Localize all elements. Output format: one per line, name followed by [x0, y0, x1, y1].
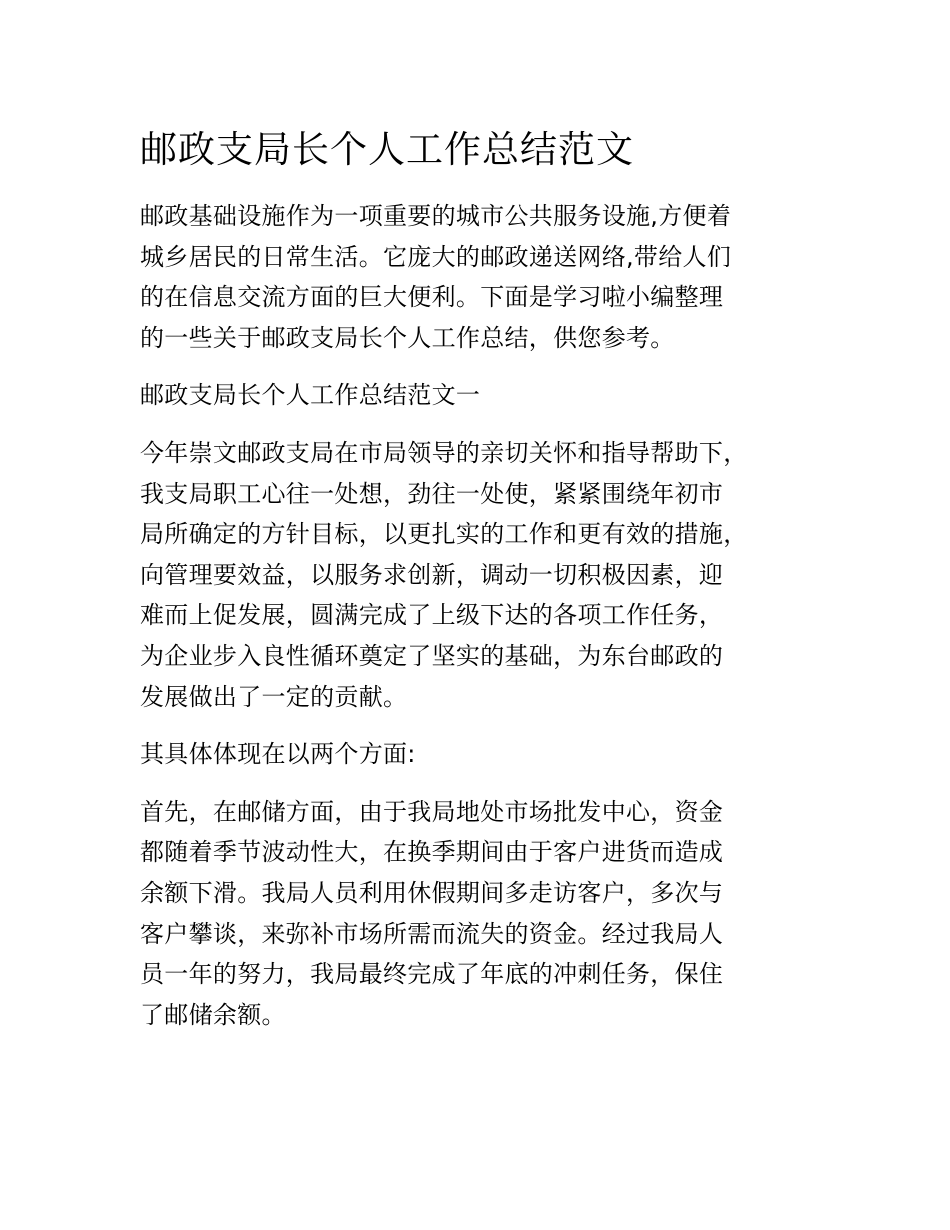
text-line: 余额下滑。我局人员利用休假期间多走访客户，多次与: [140, 878, 724, 907]
text-line: 首先，在邮储方面，由于我局地处市场批发中心，资金: [140, 797, 724, 826]
text-line: 其具体体现在以两个方面:: [140, 740, 416, 769]
section-heading: [140, 375, 820, 416]
text-line: 向管理要效益，以服务求创新，调动一切积极因素，迎: [140, 560, 724, 589]
text-line: 的一些关于邮政支局长个人工作总结，供您参考。: [140, 323, 675, 352]
text-line: 邮政支局长个人工作总结范文一: [140, 381, 481, 410]
text-line: 我支局职工心往一处想，劲往一处使，紧紧围绕年初市: [140, 479, 724, 508]
body-paragraph: [140, 792, 820, 1036]
text-line: 难而上促发展，圆满完成了上级下达的各项工作任务，: [140, 601, 724, 630]
text-line: 城乡居民的日常生活。它庞大的邮政递送网络,带给人们: [140, 242, 732, 271]
text-line: 发展做出了一定的贡献。: [140, 682, 408, 711]
text-line: 了邮储余额。: [140, 1000, 286, 1029]
document-title: 邮政支局长个人工作总结范文: [140, 128, 634, 171]
text-line: 的在信息交流方面的巨大便利。下面是学习啦小编整理: [140, 283, 724, 312]
text-line: 都随着季节波动性大，在换季期间由于客户进货而造成: [140, 838, 724, 867]
body-paragraph: [140, 433, 820, 717]
body-paragraph: [140, 734, 820, 775]
text-line: 为企业步入良性循环奠定了坚实的基础，为东台邮政的: [140, 641, 724, 670]
text-line: 客户攀谈，来弥补市场所需而流失的资金。经过我局人: [140, 919, 724, 948]
text-line: 局所确定的方针目标，以更扎实的工作和更有效的措施，: [140, 520, 748, 549]
intro-paragraph: [140, 196, 820, 358]
text-line: 今年崇文邮政支局在市局领导的亲切关怀和指导帮助下，: [140, 438, 748, 467]
text-line: 员一年的努力，我局最终完成了年底的冲刺任务，保住: [140, 960, 724, 989]
document-body: [140, 124, 820, 1052]
text-line: 邮政基础设施作为一项重要的城市公共服务设施,方便着: [140, 202, 732, 230]
